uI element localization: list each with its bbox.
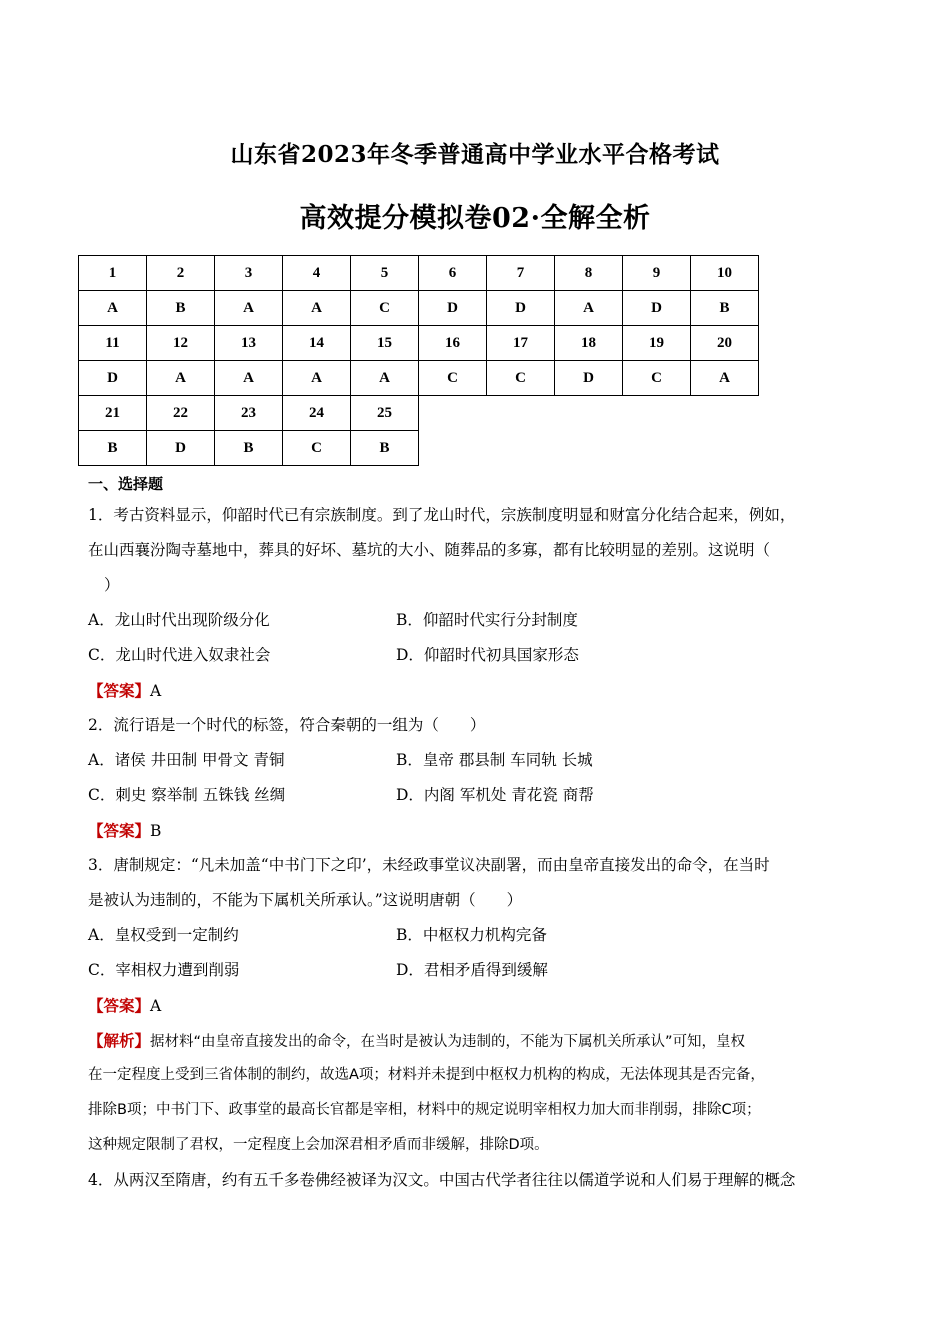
- table-cell: A: [691, 361, 759, 396]
- answer-tag: 【答案】: [88, 821, 151, 840]
- table-cell: 17: [487, 326, 555, 361]
- option-row: [88, 603, 868, 638]
- analysis-line: 在一定程度上受到三省体制的制约，故选A项；材料并未提到中枢权力机构的构成，无法体现其是否完备，: [88, 1067, 765, 1083]
- table-cell: B: [691, 291, 759, 326]
- answer-tag: 【答案】: [88, 996, 151, 1015]
- table-cell: 8: [555, 256, 623, 291]
- answer-line: [88, 673, 868, 708]
- table-row: [79, 361, 759, 396]
- analysis-line: 排除B项；中书门下、政事堂的最高长官都是宰相，材料中的规定说明宰相权力加大而非削弱，排除C项；: [88, 1102, 761, 1118]
- table-cell: D: [487, 291, 555, 326]
- option-row: [88, 778, 868, 813]
- table-cell: 23: [215, 396, 283, 431]
- option-c: C．宰相权力遭到削弱: [88, 961, 240, 979]
- table-cell: 22: [147, 396, 215, 431]
- table-cell: 11: [79, 326, 147, 361]
- table-cell: D: [419, 291, 487, 326]
- table-cell: C: [419, 361, 487, 396]
- table-cell: A: [555, 291, 623, 326]
- table-cell: A: [79, 291, 147, 326]
- question-1: [88, 498, 868, 708]
- table-row: [79, 431, 759, 466]
- option-a: A．龙山时代出现阶级分化: [88, 611, 270, 629]
- empty-cell: [419, 431, 759, 466]
- table-cell: A: [283, 361, 351, 396]
- table-cell: 16: [419, 326, 487, 361]
- question-text: 1．考古资料显示，仰韶时代已有宗族制度。到了龙山时代，宗族制度明显和财富分化结合起来，例如，: [88, 506, 796, 524]
- option-c: C．龙山时代进入奴隶社会: [88, 646, 271, 664]
- table-cell: B: [79, 431, 147, 466]
- answer-key-table: [78, 255, 759, 466]
- table-cell: 14: [283, 326, 351, 361]
- table-cell: D: [147, 431, 215, 466]
- table-cell: 1: [79, 256, 147, 291]
- table-cell: 2: [147, 256, 215, 291]
- table-cell: 4: [283, 256, 351, 291]
- option-b: B．仰韶时代实行分封制度: [396, 611, 578, 629]
- table-cell: A: [215, 291, 283, 326]
- option-b: B．皇帝 郡县制 车同轨 长城: [396, 751, 593, 769]
- answer-line: [88, 988, 868, 1023]
- exam-subtitle: 高效提分模拟卷02·全解全析: [299, 203, 651, 234]
- table-cell: 3: [215, 256, 283, 291]
- option-row: [88, 743, 868, 778]
- table-cell: 18: [555, 326, 623, 361]
- table-cell: 19: [623, 326, 691, 361]
- table-cell: 24: [283, 396, 351, 431]
- table-cell: C: [283, 431, 351, 466]
- option-b: B．中枢权力机构完备: [396, 926, 547, 944]
- question-text: 在山西襄汾陶寺墓地中，葬具的好坏、墓坑的大小、随葬品的多寡，都有比较明显的差别。这说明（: [88, 541, 771, 559]
- analysis-line: 据材料“由皇帝直接发出的命令，在当时是被认为违制的，不能为下属机关所承认”可知，皇权: [150, 1034, 746, 1050]
- answer-tag: 【答案】: [88, 681, 151, 700]
- answer-value: A: [150, 682, 162, 700]
- question-text: ）: [104, 576, 120, 594]
- table-cell: C: [623, 361, 691, 396]
- table-cell: A: [147, 361, 215, 396]
- table-cell: B: [147, 291, 215, 326]
- table-row: [79, 256, 759, 291]
- analysis-text: [88, 1023, 868, 1058]
- question-4: [88, 1163, 868, 1198]
- answer-line: [88, 813, 868, 848]
- table-cell: 6: [419, 256, 487, 291]
- table-cell: 15: [351, 326, 419, 361]
- table-cell: 21: [79, 396, 147, 431]
- table-cell: C: [487, 361, 555, 396]
- table-cell: C: [351, 291, 419, 326]
- table-cell: B: [351, 431, 419, 466]
- option-row: [88, 918, 868, 953]
- option-a: A．诸侯 井田制 甲骨文 青铜: [88, 751, 285, 769]
- table-cell: D: [623, 291, 691, 326]
- answer-value: A: [150, 997, 162, 1015]
- question-text: 4．从两汉至隋唐，约有五千多卷佛经被译为汉文。中国古代学者往往以儒道学说和人们易于理解的概念: [88, 1171, 796, 1189]
- question-2: [88, 708, 868, 848]
- question-text: 3．唐制规定：“凡未加盖“中书门下之印’，未经政事堂议决副署，而由皇帝直接发出的命令，在当时: [88, 856, 770, 874]
- table-cell: 10: [691, 256, 759, 291]
- option-d: D．内阁 军机处 青花瓷 商帮: [396, 786, 594, 804]
- table-cell: 7: [487, 256, 555, 291]
- empty-cell: [419, 396, 759, 431]
- option-row: [88, 638, 868, 673]
- question-3: [88, 848, 868, 1163]
- question-text: 2．流行语是一个时代的标签，符合秦朝的一组为（ ）: [88, 716, 486, 734]
- option-d: D．仰韶时代初具国家形态: [396, 646, 579, 664]
- analysis-line: 这种规定限制了君权，一定程度上会加深君相矛盾而非缓解，排除D项。: [88, 1137, 549, 1153]
- table-cell: 12: [147, 326, 215, 361]
- questions-section: [88, 470, 868, 1198]
- option-c: C．刺史 察举制 五铢钱 丝绸: [88, 786, 286, 804]
- option-row: [88, 953, 868, 988]
- table-cell: 20: [691, 326, 759, 361]
- analysis-tag: 【解析】: [88, 1031, 151, 1050]
- table-cell: A: [351, 361, 419, 396]
- answer-value: B: [150, 822, 162, 840]
- table-cell: B: [215, 431, 283, 466]
- table-cell: D: [555, 361, 623, 396]
- table-cell: 13: [215, 326, 283, 361]
- table-cell: 25: [351, 396, 419, 431]
- table-cell: A: [215, 361, 283, 396]
- table-row: [79, 396, 759, 431]
- exam-title: 山东省2023年冬季普通高中学业水平合格考试: [230, 141, 720, 168]
- table-cell: 5: [351, 256, 419, 291]
- question-text: 是被认为违制的，不能为下属机关所承认。”这说明唐朝（ ）: [88, 891, 523, 909]
- option-a: A．皇权受到一定制约: [88, 926, 239, 944]
- table-cell: D: [79, 361, 147, 396]
- table-cell: 9: [623, 256, 691, 291]
- table-row: [79, 291, 759, 326]
- section-heading: 一、选择题: [88, 475, 164, 493]
- table-cell: A: [283, 291, 351, 326]
- option-d: D．君相矛盾得到缓解: [396, 961, 548, 979]
- table-row: [79, 326, 759, 361]
